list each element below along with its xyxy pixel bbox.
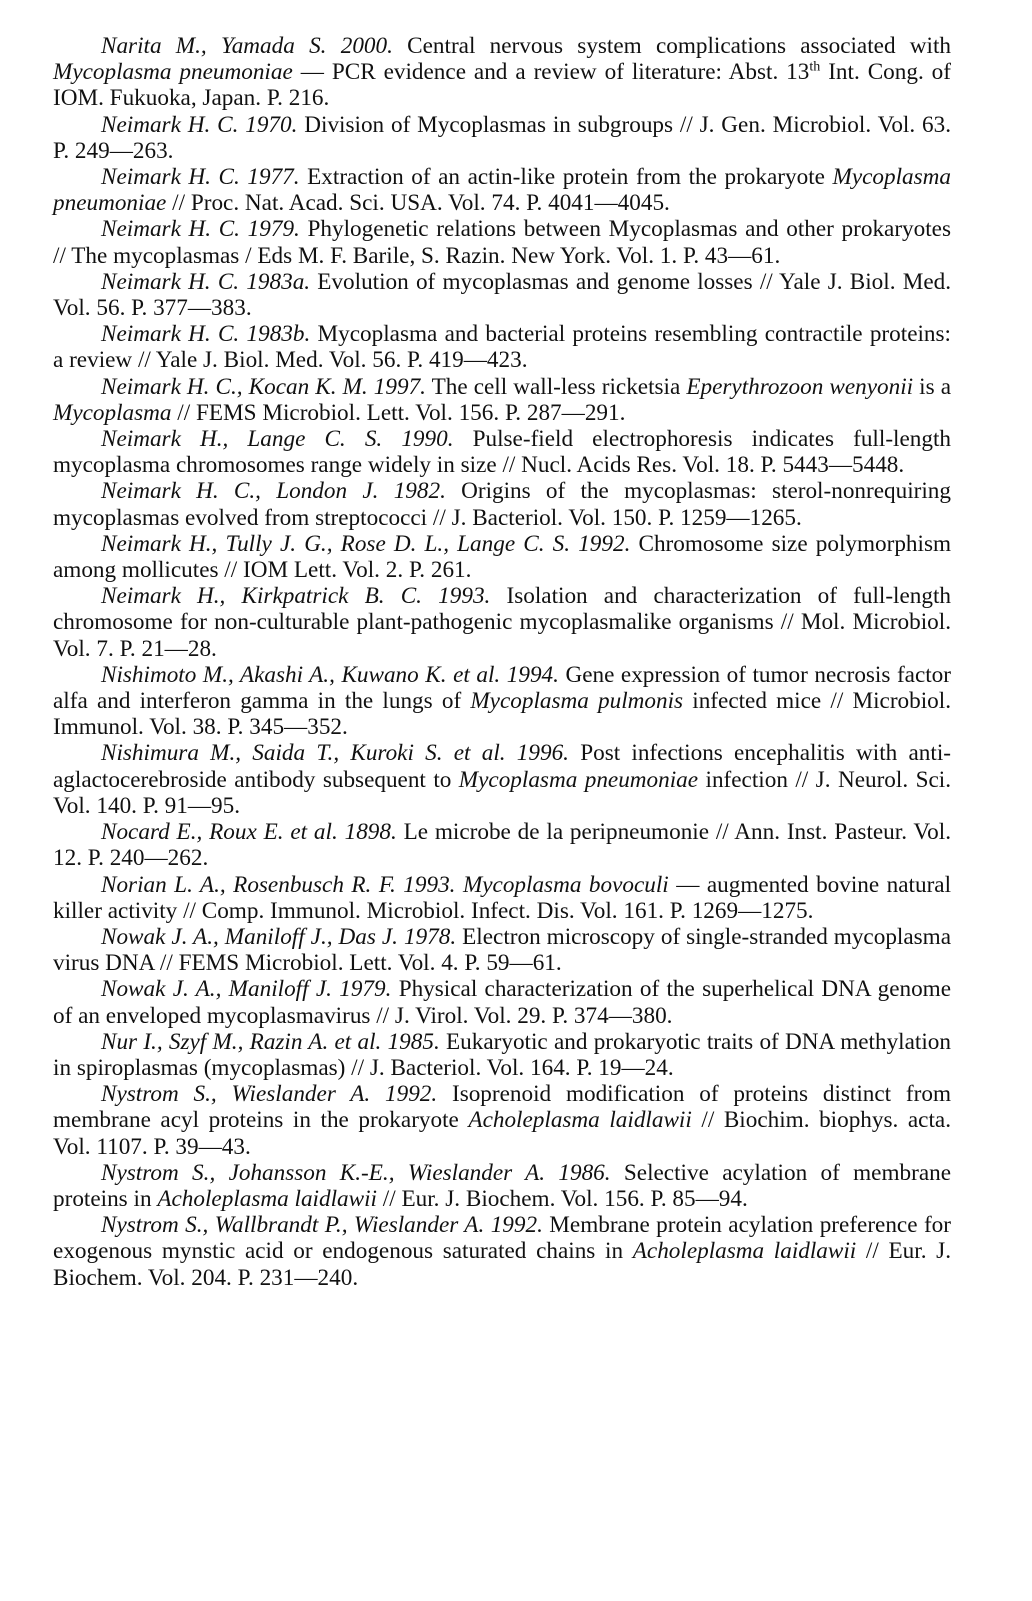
reference-year: 1994. (506, 661, 559, 688)
reference-text: Int. Cong. of IOM. Fukuoka, Japan. P. 216. (53, 59, 951, 112)
reference-entry (53, 269, 951, 321)
reference-authors: Neimark H., Kirkpatrick B. C. (101, 583, 422, 610)
reference-entry (53, 819, 951, 871)
reference-text: // Eur. J. Biochem. Vol. 156. P. 85—94. (376, 1185, 748, 1212)
species-name: Mycoplasma pneumoniae (53, 59, 293, 86)
reference-authors: Nystrom S., Wallbrandt P., Wieslander A. (101, 1212, 485, 1239)
reference-entry (53, 1029, 951, 1081)
reference-list (53, 33, 951, 1291)
reference-authors: Neimark H., Tully J. G., Rose D. L., Lange C. S. (101, 530, 571, 557)
reference-year: 1997. (373, 373, 426, 400)
reference-year: 1990. (401, 426, 454, 453)
reference-text: Phylogenetic relations between Mycoplasmas and other prokaryotes // The mycoplasmas / Eds M. F. Barile, S. Razin. New York. Vol. 1. P. 43—61. (53, 216, 951, 269)
reference-entry (53, 583, 951, 662)
reference-entry (53, 478, 951, 530)
reference-year: 1977. (247, 164, 300, 191)
reference-authors: Nocard E., Roux E. et al. (101, 819, 338, 846)
species-name: Mycoplasma pneumoniae (53, 164, 951, 217)
reference-text: — PCR evidence and a review of literature: Abst. 13 (292, 59, 810, 86)
reference-entry (53, 426, 951, 478)
reference-year: 2000. (340, 33, 393, 59)
reference-year: 1992. (490, 1212, 543, 1239)
reference-authors: Nur I., Szyf M., Razin A. et al. (101, 1028, 382, 1055)
reference-text: Chromosome size polymorphism among mollicutes // IOM Lett. Vol. 2. P. 261. (53, 530, 952, 584)
reference-year: 1993. (438, 583, 491, 610)
reference-entry (53, 976, 951, 1028)
reference-authors: Neimark H. C. (101, 164, 240, 191)
reference-entry (53, 1212, 951, 1291)
reference-year: 1898. (344, 819, 397, 846)
ordinal-suffix: th (809, 59, 821, 75)
reference-entry (53, 321, 951, 373)
reference-entry (53, 1081, 951, 1160)
reference-text: Post infections encephalitis with anti-aglactocerebroside antibody subsequent to (53, 740, 951, 793)
reference-text: Isoprenoid modification of proteins distinct from membrane acyl proteins in the prokaryote (53, 1081, 951, 1134)
reference-entry (53, 112, 951, 164)
species-name: Mycoplasma (53, 399, 172, 426)
species-name: Eperythrozoon wenyonii (686, 373, 914, 400)
reference-year: 1979. (247, 216, 300, 243)
reference-text: Origins of the mycoplasmas: sterol-nonrequiring mycoplasmas evolved from streptococci // J. Bacteriol. Vol. 150. P. 1259—1265. (53, 478, 951, 531)
reference-text: infection // J. Neurol. Sci. Vol. 140. P. 91—95. (53, 766, 951, 819)
reference-text: Electron microscopy of single-stranded mycoplasma virus DNA // FEMS Microbiol. Lett. Vol. 4. P. 59—61. (53, 923, 951, 977)
reference-text: is a (913, 373, 951, 400)
reference-authors: Nowak J. A., Maniloff J. (101, 976, 332, 1003)
reference-text (455, 872, 462, 898)
species-name: Acholeplasma laidlawii (157, 1185, 377, 1212)
reference-entry (53, 531, 951, 583)
reference-authors: Norian L. A., Rosenbusch R. F. (101, 871, 396, 898)
reference-text: Physical characterization of the superhelical DNA genome of an enveloped mycoplasmavirus // J. Virol. Vol. 29. P. 374—380. (53, 976, 952, 1029)
reference-text: Le microbe de la peripneumonie // Ann. Inst. Pasteur. Vol. 12. P. 240—262. (53, 819, 952, 872)
reference-entry (53, 662, 951, 741)
reference-text: Gene expression of tumor necrosis factor alfa and interferon gamma in the lungs of (53, 661, 952, 715)
reference-text: Pulse-field electrophoresis indicates full-length mycoplasma chromosomes range widely in size // Nucl. Acids Res. Vol. 18. P. 5443—5448. (53, 426, 952, 479)
reference-authors: Nishimura M., Saida T., Kuroki S. et al. (101, 740, 506, 767)
reference-text: Eukaryotic and prokaryotic traits of DNA methylation in spiroplasmas (mycoplasmas) // J. Bacteriol. Vol. 164. P. 19—24. (53, 1028, 951, 1081)
reference-text: — augmented bovine natural killer activity // Comp. Immunol. Microbiol. Infect. Dis. Vol. 161. P. 1269—1275. (53, 871, 952, 924)
reference-authors: Neimark H., Lange C. S. (101, 426, 383, 453)
reference-year: 1996. (516, 740, 569, 767)
reference-text: infected mice // Microbiol. Immunol. Vol. 38. P. 345—352. (53, 688, 951, 741)
reference-entry (53, 33, 951, 112)
species-name: Mycoplasma pulmonis (470, 688, 684, 715)
reference-year: 1992. (578, 530, 631, 557)
reference-text: Division of Mycoplasmas in subgroups // J. Gen. Microbiol. Vol. 63. P. 249—263. (53, 111, 951, 164)
reference-year: 1982. (393, 478, 446, 505)
reference-text: Evolution of mycoplasmas and genome losses // Yale J. Biol. Med. Vol. 56. P. 377—383. (53, 268, 952, 322)
species-name: Acholeplasma laidlawii (468, 1107, 692, 1134)
reference-entry (53, 872, 951, 924)
reference-year: 1983a. (246, 268, 311, 295)
reference-text: Extraction of an actin-like protein from the prokaryote (299, 164, 833, 191)
reference-text: Isolation and characterization of full-length chromosome for non-culturable plant-pathogenic mycoplasmalike organisms // Mol. Microbiol. Vol. 7. P. 21—28. (53, 583, 952, 662)
reference-authors: Neimark H. C. (101, 321, 240, 348)
reference-authors: Neimark H. C. (101, 268, 240, 295)
reference-entry (53, 164, 951, 216)
reference-text: // Proc. Nat. Acad. Sci. USA. Vol. 74. P. 4041—4045. (166, 190, 670, 217)
reference-authors: Nystrom S., Wieslander A. (101, 1081, 371, 1108)
reference-authors: Nystrom S., Johansson K.-E., Wieslander A. (101, 1159, 546, 1186)
reference-authors: Neimark H. C., Kocan K. M. (101, 373, 368, 400)
reference-authors: Neimark H. C., London J. (101, 478, 379, 505)
reference-entry (53, 924, 951, 976)
reference-entry (53, 1160, 951, 1212)
reference-authors: Nishimoto M., Akashi A., Kuwano K. et al. (101, 661, 501, 688)
reference-year: 1993. (403, 871, 456, 898)
reference-entry (53, 740, 951, 819)
reference-year: 1983b. (246, 321, 311, 348)
reference-year: 1985. (387, 1028, 440, 1055)
reference-text: // FEMS Microbiol. Lett. Vol. 156. P. 287—291. (171, 399, 626, 426)
reference-text: The cell wall-less ricketsia (425, 373, 687, 400)
reference-entry (53, 374, 951, 426)
reference-year: 1979. (339, 976, 392, 1003)
reference-authors: Narita M., Yamada S. (101, 33, 327, 59)
species-name: Mycoplasma bovoculi (462, 871, 669, 898)
reference-text: Mycoplasma and bacterial proteins resembling contractile proteins: a review // Yale J. Biol. Med. Vol. 56. P. 419—423. (53, 321, 951, 374)
reference-text: Selective acylation of membrane proteins in (53, 1159, 952, 1212)
species-name: Mycoplasma pneumoniae (458, 766, 699, 793)
species-name: Acholeplasma laidlawii (632, 1238, 857, 1265)
reference-authors: Neimark H. C. (101, 111, 239, 138)
reference-year: 1992. (385, 1081, 438, 1108)
reference-authors: Neimark H. C. (101, 216, 240, 243)
reference-year: 1970. (245, 111, 298, 138)
reference-text: Central nervous system complications associated with (392, 33, 952, 59)
reference-text: // Eur. J. Biochem. Vol. 204. P. 231—240. (53, 1238, 952, 1291)
reference-entry (53, 216, 951, 268)
reference-text: // Biochim. biophys. acta. Vol. 1107. P. 39—43. (53, 1107, 951, 1160)
reference-year: 1978. (403, 923, 457, 950)
reference-year: 1986. (558, 1159, 611, 1186)
reference-text: Membrane protein acylation preference for exogenous mynstic acid or endogenous saturated chains in (53, 1212, 951, 1265)
reference-authors: Nowak J. A., Maniloff J., Das J. (101, 923, 398, 950)
